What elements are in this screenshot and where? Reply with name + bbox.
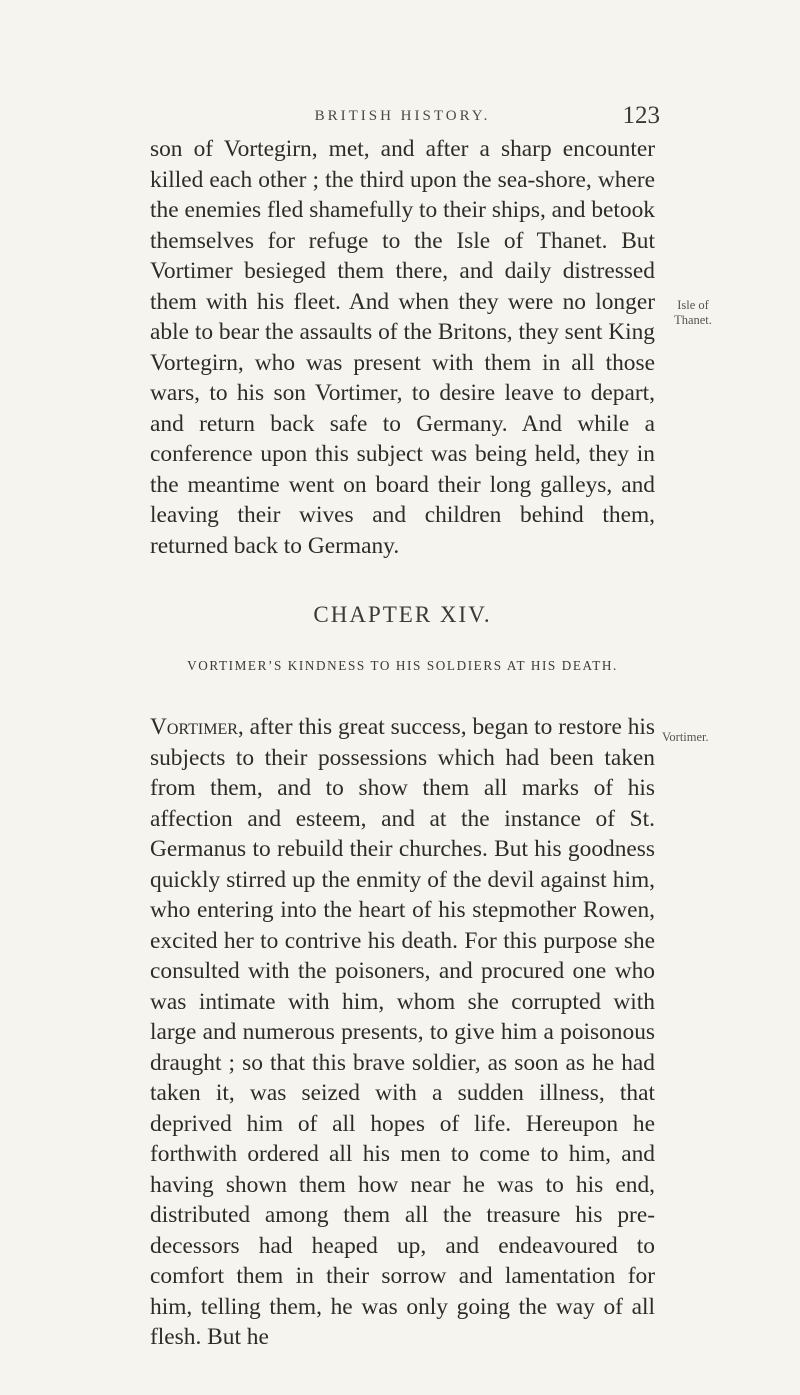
running-head [150, 102, 660, 134]
running-title: BRITISH HISTORY. [314, 108, 491, 124]
page-number: 123 [622, 102, 660, 129]
margin-note-isle-line1: Isle of [677, 298, 709, 312]
chapter-heading: CHAPTER XIV. [313, 602, 492, 627]
paragraph-lead-word: Vortimer, [150, 714, 244, 740]
paragraph-main-text [150, 712, 655, 1353]
margin-note-isle-line2: Thanet. [674, 313, 712, 327]
paragraph-top [150, 134, 655, 561]
paragraph-top-text: son of Vortegirn, met, and after a sharp encounter killed each other ; the third upon the sea-shore, where the enemies fled shamefully to their ships, and betook themselves for refuge to the Isle of Thanet. But Vortimer besieged them there, and daily distressed them with his fleet. And when they were no longer able to bear the assaults of the Britons, they sent King Vortegirn, who was present with them in all those wars, to his son Vortimer, to desire leave to depart, and return back safe to Germany. And while a conference upon this subject was being held, they in the meantime went on board their long galleys, and leaving their wives and children behind them, returned back to Germany. [150, 136, 655, 559]
margin-note-isle-of-thanet [662, 298, 724, 328]
chapter-subtitle: VORTIMER’S KINDNESS TO HIS SOLDIERS AT HIS DEATH. [187, 658, 618, 673]
paragraph-main [150, 712, 655, 1353]
paragraph-main-body: after this great success, began to restore his subjects to their possessions which had been taken from them, and to show them all marks of his affection and esteem, and at the instance of St. Germanus to rebuild their churches. But his goodness quickly stirred up the enmity of the devil against him, who entering into the heart of his stepmother Rowen, excited her to contrive his death. For this purpose she consulted with the poisoners, and procured one who was intimate with him, whom she corrupted with large and numerous presents, to give him a poisonous draught ; so that this brave soldier, as soon as he had taken it, was seized with a sudden illness, that deprived him of all hopes of life. Hereupon he forthwith ordered all his men to come to him, and having shown them how near he was to his end, distributed among them all the treasure his predecessors had heaped up, and endeavoured to comfort them in their sorrow and lamentation for him, telling them, he was only going the way of all flesh. But he [150, 714, 655, 1350]
margin-note-vortimer: Vortimer. [662, 730, 709, 744]
